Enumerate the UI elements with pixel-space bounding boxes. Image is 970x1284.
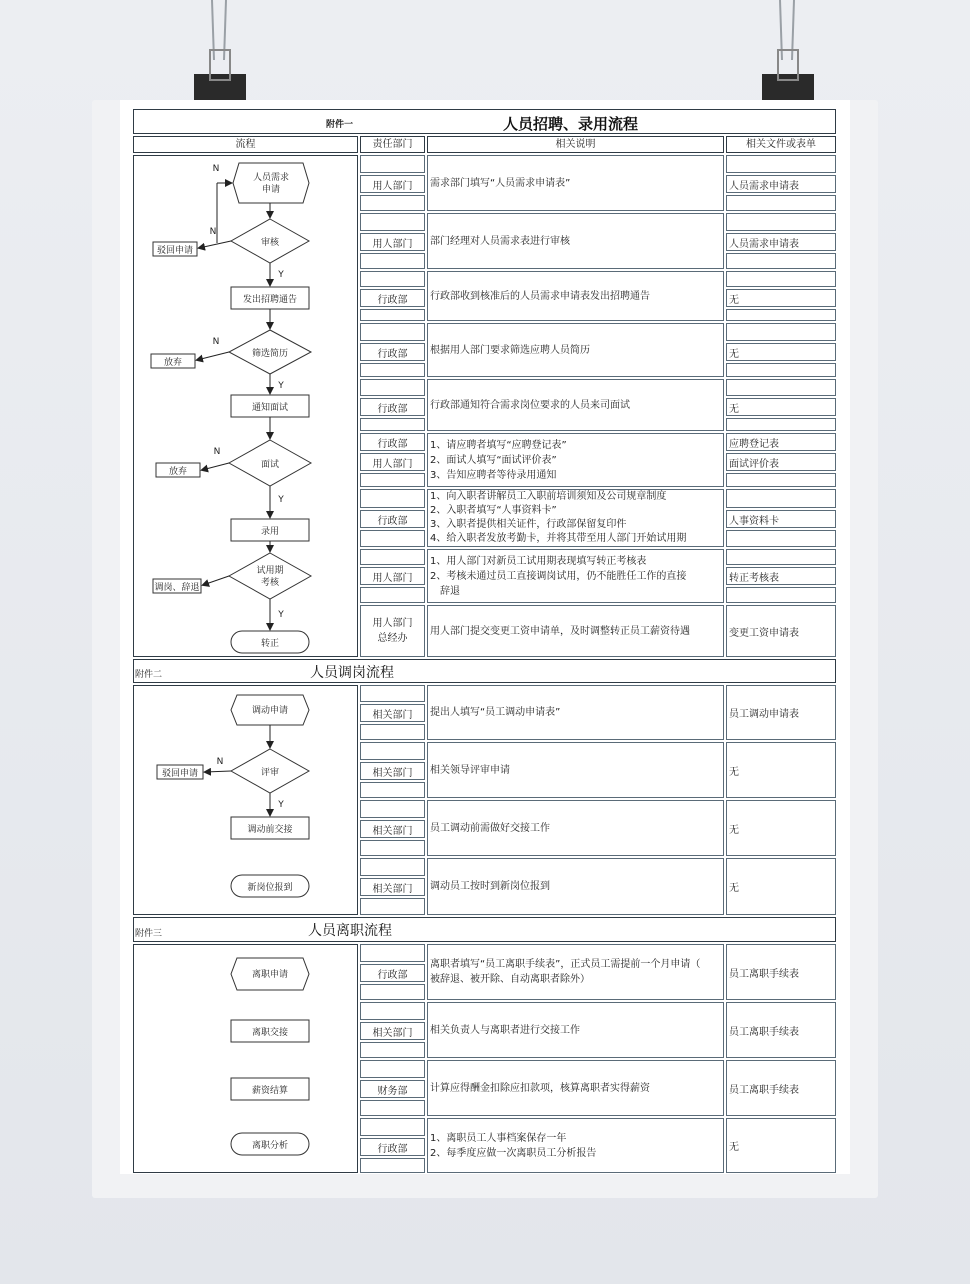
section2-flowchart <box>133 685 358 915</box>
s3-pad <box>360 1002 425 1020</box>
s1-row4-dept: 行政部 <box>360 398 425 416</box>
label-y: Y <box>278 495 284 505</box>
node-notify-label: 通知面试 <box>251 403 289 413</box>
s1-row6-desc-line4: 4、给入职者发放考勤卡，并将其带至用人部门开始试用期 <box>430 533 687 544</box>
label-n: N <box>216 757 224 767</box>
s1-row1-desc: 部门经理对人员需求表进行审核 <box>427 213 724 269</box>
s2-pad <box>360 742 425 760</box>
s1-row4-desc: 行政部通知符合需求岗位要求的人员来司面试 <box>427 379 724 431</box>
s3-pad <box>360 1060 425 1078</box>
s2-pad <box>360 724 425 740</box>
header-desc: 相关说明 <box>427 136 724 153</box>
node-giveup1-label: 放弃 <box>163 358 183 368</box>
s1-pad <box>360 309 425 321</box>
node-report-label: 新岗位报到 <box>247 883 293 893</box>
s3-row3-file: 无 <box>726 1118 836 1173</box>
s3-row2-dept: 财务部 <box>360 1080 425 1098</box>
s3-pad <box>360 984 425 1000</box>
s3-row0-desc-line1: 离职者填写“员工离职手续表”，正式员工需提前一个月申请（ <box>430 959 701 970</box>
node-hire-label: 录用 <box>260 527 280 537</box>
edge <box>205 771 231 772</box>
binder-clip-right <box>758 0 818 110</box>
node-screen-label: 筛选简历 <box>251 349 289 359</box>
s3-row0-desc-line2: 被辞退、被开除、自动离职者除外） <box>430 974 590 985</box>
s1-pad <box>360 530 425 547</box>
section3-title: 人员离职流程 <box>308 923 392 939</box>
s2-pad <box>360 898 425 915</box>
s1-row8-dept <box>360 605 425 657</box>
s1-row6-desc-line1: 1、向入职者讲解员工入职前培训须知及公司规章制度 <box>430 491 667 502</box>
s1-pad <box>360 363 425 377</box>
s1-row1-file: 人员需求申请表 <box>726 233 836 251</box>
label-n: N <box>212 337 220 347</box>
s1-row5-desc-line1: 1、请应聘者填写“应聘登记表” <box>430 440 567 451</box>
s1-row5-file: 应聘登记表 <box>726 433 836 451</box>
s1-row3-desc: 根据用人部门要求筛选应聘人员简历 <box>427 323 724 377</box>
node-probation-label-2: 考核 <box>260 578 280 588</box>
s1-row6-desc <box>427 489 724 547</box>
s1-row7-desc <box>427 549 724 603</box>
s2-row1-file: 无 <box>726 742 836 798</box>
s1-pad <box>360 489 425 508</box>
s3-pad <box>360 944 425 962</box>
s2-pad <box>360 782 425 798</box>
node-start-hexagon <box>233 163 309 203</box>
s3-row2-file: 员工离职手续表 <box>726 1060 836 1116</box>
s1-row3-dept: 行政部 <box>360 343 425 361</box>
s2-row2-desc: 员工调动前需做好交接工作 <box>427 800 724 856</box>
s1-pad <box>360 213 425 231</box>
s1-row0-desc: 需求部门填写“人员需求申请表” <box>427 155 724 211</box>
label-y: Y <box>278 381 284 391</box>
s2-row2-file: 无 <box>726 800 836 856</box>
s1-row7-desc-line2: 2、考核未通过员工直接调岗试用，仍不能胜任工作的直接 <box>430 571 687 582</box>
s1-pad <box>726 379 836 396</box>
s1-pad <box>360 323 425 341</box>
s1-pad <box>726 253 836 269</box>
node-regular-label: 转正 <box>260 639 280 649</box>
node-reject-label: 驳回申请 <box>161 769 199 779</box>
s3-row3-desc-line2: 2、每季度应做一次离职员工分析报告 <box>430 1148 597 1159</box>
section1-title: 人员招聘、录用流程 <box>503 115 639 133</box>
s1-row7-desc-line1: 1、用人部门对新员工试用期表现填写转正考核表 <box>430 556 647 567</box>
s1-row5-desc <box>427 433 724 487</box>
s1-pad <box>360 271 425 287</box>
s1-pad <box>360 155 425 173</box>
section2-title-frame <box>133 659 836 683</box>
s1-row6-desc-line2: 2、入职者填写“人事资料卡” <box>430 505 557 516</box>
s1-pad <box>360 473 425 487</box>
node-probation-diamond <box>229 553 311 599</box>
s2-pad <box>360 858 425 876</box>
s2-row2-dept: 相关部门 <box>360 820 425 838</box>
s1-row6-file: 人事资料卡 <box>726 510 836 528</box>
s1-row2-dept: 行政部 <box>360 289 425 307</box>
s2-pad <box>360 685 425 702</box>
label-n: N <box>213 447 221 457</box>
header-flow: 流程 <box>133 136 358 153</box>
s1-row8-dept-line1: 用人部门 <box>372 618 413 629</box>
section3-flowchart <box>133 944 358 1173</box>
s1-row5-desc-line2: 2、面试人填写“面试评价表” <box>430 455 557 466</box>
node-apply-label: 调动申请 <box>251 706 289 716</box>
s3-row3-desc-line1: 1、离职员工人事档案保存一年 <box>430 1133 567 1144</box>
s1-row0-file: 人员需求申请表 <box>726 175 836 193</box>
label-y: Y <box>278 610 284 620</box>
s1-pad <box>360 418 425 431</box>
s1-pad <box>726 213 836 231</box>
s3-pad <box>360 1158 425 1173</box>
s1-row4-file: 无 <box>726 398 836 416</box>
s1-pad <box>360 379 425 396</box>
node-probation-label-1: 试用期 <box>256 566 284 576</box>
s2-row3-dept: 相关部门 <box>360 878 425 896</box>
node-reject1-label: 驳回申请 <box>156 246 194 256</box>
node-announce-label: 发出招聘通告 <box>242 295 298 305</box>
section2-title: 人员调岗流程 <box>310 665 394 681</box>
label-n: N <box>212 164 220 174</box>
s2-row3-file: 无 <box>726 858 836 915</box>
node-leave-handover-label: 离职交接 <box>251 1028 289 1038</box>
node-leave-apply-label: 离职申请 <box>251 970 289 980</box>
node-review-label: 评审 <box>260 768 280 778</box>
s3-row0-file: 员工离职手续表 <box>726 944 836 1000</box>
s2-row0-file: 员工调动申请表 <box>726 685 836 740</box>
s1-row7-dept: 用人部门 <box>360 567 425 585</box>
node-start-label-1: 人员需求 <box>252 173 290 183</box>
s1-row3-file: 无 <box>726 343 836 361</box>
s2-row0-desc: 提出人填写“员工调动申请表” <box>427 685 724 740</box>
s1-pad <box>360 587 425 603</box>
s3-row2-desc: 计算应得酬金扣除应扣款项，核算离职者实得薪资 <box>427 1060 724 1116</box>
s1-pad <box>360 549 425 565</box>
s1-row5-file2: 面试评价表 <box>726 453 836 471</box>
s1-pad <box>360 253 425 269</box>
s2-pad <box>360 840 425 856</box>
s1-row6-desc-line3: 3、入职者提供相关证件，行政部保留复印件 <box>430 519 627 530</box>
s1-pad <box>726 587 836 603</box>
node-review-label: 审核 <box>260 238 280 248</box>
s1-row2-desc: 行政部收到核准后的人员需求申请表发出招聘通告 <box>427 271 724 321</box>
s2-row1-desc: 相关领导评审申请 <box>427 742 724 798</box>
edge-adjust <box>203 576 229 585</box>
node-giveup2-label: 放弃 <box>168 467 188 477</box>
section3-title-frame <box>133 917 836 942</box>
node-analysis-label: 离职分析 <box>251 1141 289 1151</box>
s2-row0-dept: 相关部门 <box>360 704 425 722</box>
section1-annex: 附件一 <box>326 120 354 130</box>
s1-pad <box>726 195 836 211</box>
s3-row3-desc <box>427 1118 724 1173</box>
section3-annex: 附件三 <box>135 929 163 939</box>
node-interview-label: 面试 <box>260 460 280 470</box>
s1-row5-dept: 行政部 <box>360 433 425 451</box>
edge-reject <box>199 241 231 248</box>
document <box>133 109 836 1173</box>
node-handover-label: 调动前交接 <box>247 825 293 835</box>
s1-row8-dept-line2: 总经办 <box>377 633 408 644</box>
node-salary-label: 薪资结算 <box>251 1086 289 1096</box>
s1-pad <box>726 363 836 377</box>
edge-giveup1 <box>197 352 229 360</box>
s1-row6-dept: 行政部 <box>360 510 425 528</box>
section2-annex: 附件二 <box>135 670 163 680</box>
node-start-label-2: 申请 <box>261 185 281 195</box>
s3-row3-dept: 行政部 <box>360 1138 425 1156</box>
label-n: N <box>209 227 217 237</box>
s1-row7-file: 转正考核表 <box>726 567 836 585</box>
s1-pad <box>726 473 836 487</box>
s3-pad <box>360 1042 425 1058</box>
s3-pad <box>360 1118 425 1136</box>
s1-row8-desc: 用人部门提交变更工资申请单，及时调整转正员工薪资待遇 <box>427 605 724 657</box>
s1-row5-desc-line3: 3、告知应聘者等待录用通知 <box>430 470 557 481</box>
header-file: 相关文件或表单 <box>726 136 836 153</box>
s1-row5-dept2: 用人部门 <box>360 453 425 471</box>
s3-row0-desc <box>427 944 724 1000</box>
s3-row1-desc: 相关负责人与离职者进行交接工作 <box>427 1002 724 1058</box>
s1-pad <box>726 530 836 547</box>
s1-row8-file: 变更工资申请表 <box>726 605 836 657</box>
s3-row0-dept: 行政部 <box>360 964 425 982</box>
s1-pad <box>360 195 425 211</box>
binder-clip-left <box>190 0 250 110</box>
s1-row2-file: 无 <box>726 289 836 307</box>
s2-pad <box>360 800 425 818</box>
section1-title-frame <box>133 109 836 134</box>
section1-flowchart <box>133 155 358 657</box>
s1-row7-desc-line3: 辞退 <box>440 586 460 597</box>
s1-pad <box>726 271 836 287</box>
s1-row1-dept: 用人部门 <box>360 233 425 251</box>
s2-row3-desc: 调动员工按时到新岗位报到 <box>427 858 724 915</box>
s2-row1-dept: 相关部门 <box>360 762 425 780</box>
s1-pad <box>726 418 836 431</box>
s1-row0-dept: 用人部门 <box>360 175 425 193</box>
node-adjust-label: 调岗、辞退 <box>154 583 200 593</box>
s1-pad <box>726 323 836 341</box>
header-dept: 责任部门 <box>360 136 425 153</box>
s3-row1-file: 员工离职手续表 <box>726 1002 836 1058</box>
s1-pad <box>726 549 836 565</box>
label-y: Y <box>278 800 284 810</box>
s3-row1-dept: 相关部门 <box>360 1022 425 1040</box>
s1-pad <box>726 309 836 321</box>
s1-pad <box>726 155 836 173</box>
s1-pad <box>726 489 836 508</box>
s3-pad <box>360 1100 425 1116</box>
label-y: Y <box>278 270 284 280</box>
edge-giveup2 <box>202 463 229 470</box>
